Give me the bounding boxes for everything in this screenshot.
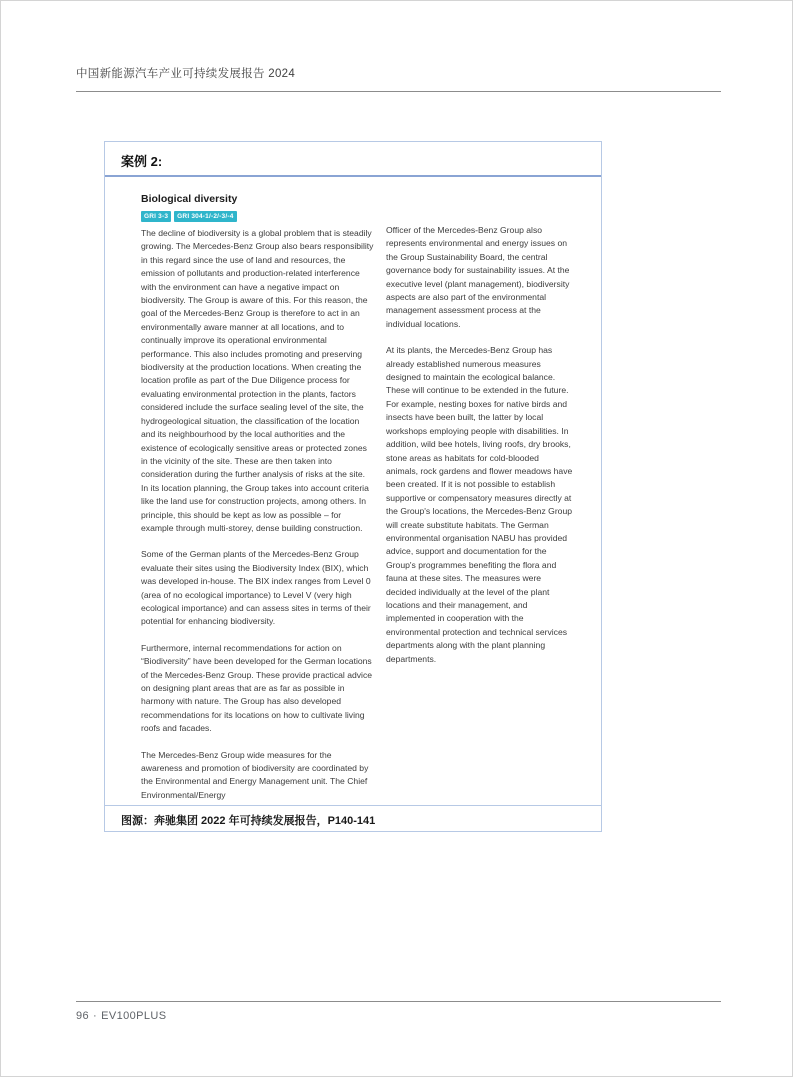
page-number: 96 <box>76 1010 90 1022</box>
paragraph-left-4: The Mercedes-Benz Group wide measures for the awareness and promotion of biodiversity are coordinated by the Environmental and Energy Management unit. The Chief Environmental/Energy <box>141 749 369 800</box>
article-right-column <box>386 224 573 805</box>
footer-separator: · <box>93 1010 98 1022</box>
paragraph-right-1: Officer of the Mercedes-Benz Group also represents environmental and energy issues on the Group Sustainability Board, the central governance body for sustainability issues. At the executive level (plant management), biodiversity aspects are also part of the environmental management assessment process at the individual locations. <box>386 225 570 329</box>
case-content <box>105 177 601 805</box>
case-title: 案例 2: <box>121 154 163 169</box>
case-study-box <box>104 141 602 832</box>
brand-name: EV100PLUS <box>101 1010 167 1022</box>
gri-tag-2: GRI 304-1/-2/-3/-4 <box>174 211 236 222</box>
gri-tag-1: GRI 3-3 <box>141 211 171 222</box>
page-footer <box>76 1010 171 1022</box>
gri-tags <box>141 208 374 222</box>
article-title: Biological diversity <box>141 193 238 205</box>
paragraph-left-2: Some of the German plants of the Mercedes-Benz Group evaluate their sites using the Biodiversity Index (BIX), which was developed in-house. The BIX index ranges from Level 0 (area of no ecological importance) to Level V (very high ecological importance) and can assess sites in terms of their potential for enhancing biodiversity. <box>141 549 371 627</box>
header-divider <box>76 91 721 92</box>
source-caption: 图源：奔驰集团 2022 年可持续发展报告，P140-141 <box>105 805 601 831</box>
report-header-title: 中国新能源汽车产业可持续发展报告 2024 <box>76 68 296 80</box>
paragraph-left-3: Furthermore, internal recommendations for action on “Biodiversity” have been developed for the German locations of the Mercedes-Benz Group. These provide practical advice on designing plant areas that are as far as possible in harmony with nature. The Group has also developed recommendations for its locations on how to cultivate living roofs and facades. <box>141 642 373 734</box>
paragraph-left-1: The decline of biodiversity is a global problem that is steadily growing. The Mercedes-Benz Group also bears responsibility in this regard since the use of land and resources, the emission of pollutants and production-related interference with the environment can have a negative impact on biodiversity. The Group is aware of this. For this reason, the goal of the Mercedes-Benz Group is therefore to act in an environmentally aware manner at all locations, and to continually improve its operational environmental performance. This also includes promoting and preserving biodiversity at the production locations. When creating the location profile as part of the Due Diligence process for evaluating environmental protection in the plants, factors considered include the surface sealing level of the site, the hydrogeological situation, the classification of the location and its neighbourhood by the local authorities and the existence of ecologically sensitive areas or protected zones in the vicinity of the site. These are then taken into consideration during the further analysis of risks at the site. In its location planning, the Group takes into account criteria like the land use for construction projects, among others. In principle, this should be kept as low as possible – for example through multi-storey, dense building construction. <box>141 228 374 533</box>
article-left-column <box>141 193 374 805</box>
footer-divider <box>76 1001 721 1002</box>
paragraph-right-2: At its plants, the Mercedes-Benz Group has already established numerous measures designed to maintain the ecological balance. These will continue to be extended in the future. For example, nesting boxes for native birds and insects have been built, the latter by local workshops employing people with disabilities. In addition, wild bee hotels, living roofs, dry brooks, stone areas as habitats for cold-blooded animals, rock gardens and flower meadows have been created. If it is not possible to establish supportive or compensatory measures directly at the Group's locations, the Mercedes-Benz Group will create substitute habitats. The German environmental organisation NABU has provided advice, support and documentation for the Group's programmes benefiting the flora and fauna at these sites. The measures were decided individually at the level of the plant locations and their management, and implemented in cooperation with the environmental protection and technical services departments along with the plant planning departments. <box>386 345 573 664</box>
